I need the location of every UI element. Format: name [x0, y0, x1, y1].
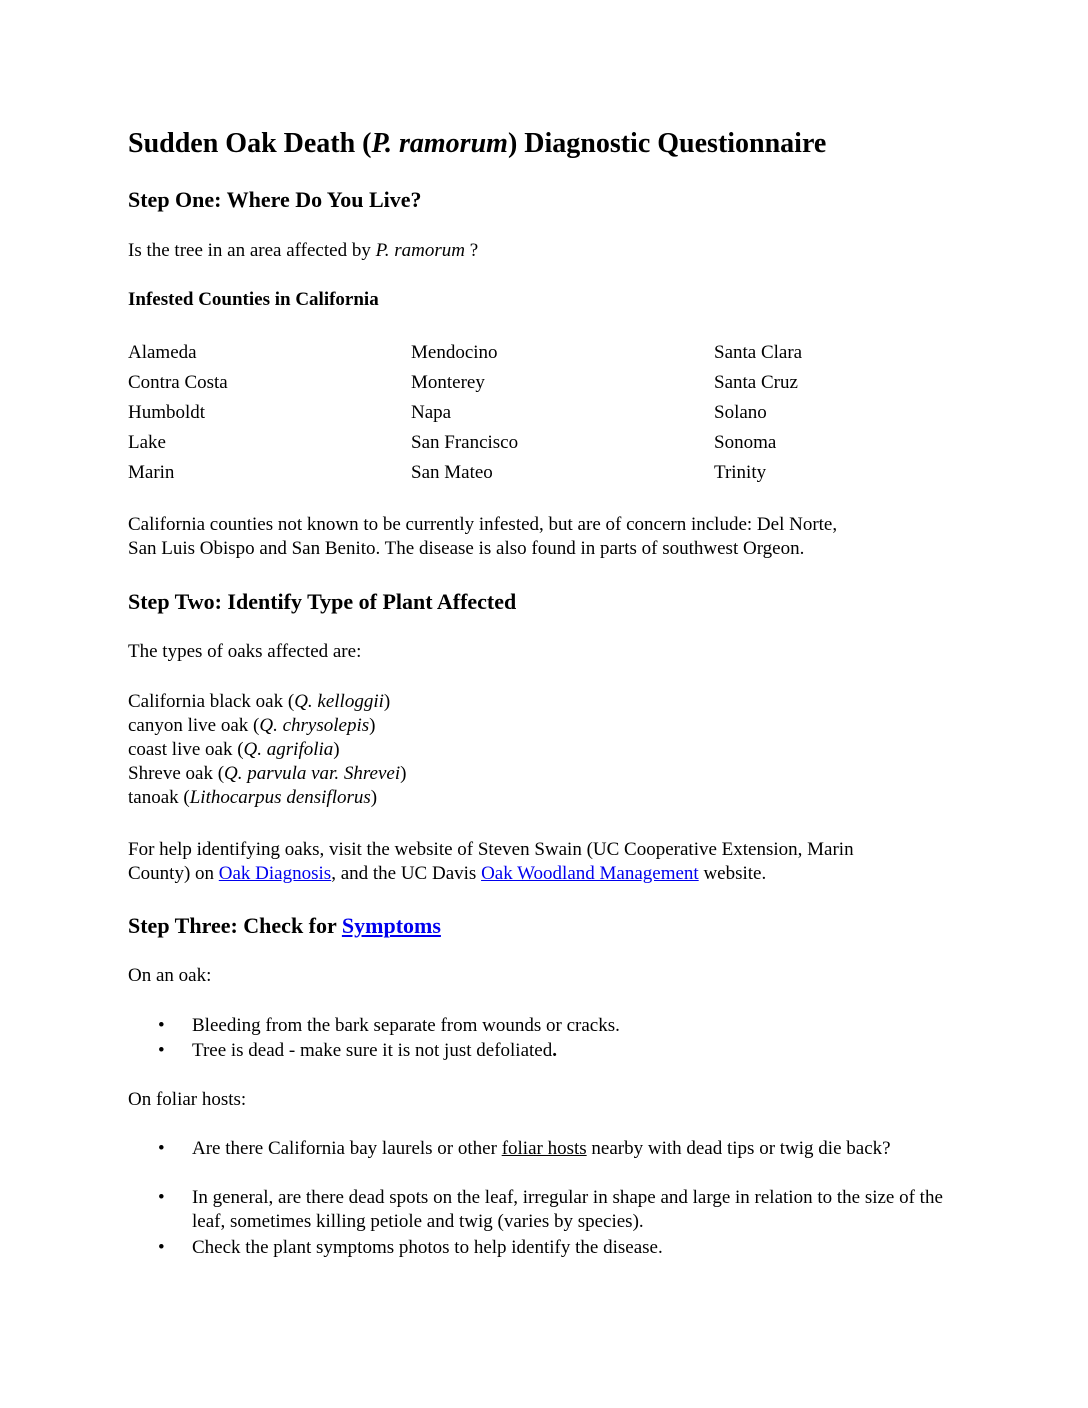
step-one-question	[128, 239, 478, 263]
counties-of-concern-paragraph	[128, 513, 837, 561]
bullet-icon: •	[158, 1138, 165, 1159]
symptoms-link[interactable]: Symptoms	[341, 913, 441, 938]
question-end: ?	[464, 240, 479, 261]
heading-text: Step Three: Check for	[128, 913, 342, 938]
paren: )	[370, 787, 378, 808]
text-span: website.	[698, 863, 767, 884]
oak-common-name: California black oak (	[128, 691, 295, 712]
counties-column-1	[128, 341, 228, 491]
question-italic: P. ramorum	[375, 240, 465, 261]
list-item: Bleeding from the bark separate from wounds or cracks.	[192, 1015, 620, 1036]
paren: )	[333, 739, 340, 760]
text-span: Are there California bay laurels or other	[192, 1138, 502, 1159]
oak-help-paragraph	[128, 838, 854, 886]
oak-scientific-name: Q. agrifolia	[243, 739, 334, 760]
county-name: Napa	[411, 402, 452, 423]
county-name: Alameda	[128, 342, 197, 363]
county-name: Mendocino	[411, 342, 498, 363]
title-italic: P. ramorum	[371, 128, 508, 159]
oaks-intro: The types of oaks affected are:	[128, 641, 362, 662]
bullet-icon: •	[158, 1237, 165, 1258]
title-text-end: ) Diagnostic Questionnaire	[507, 128, 827, 159]
list-item: In general, are there dead spots on the leaf, irregular in shape and large in relation to the size of the leaf, sometimes killing petiole and twig (varies by species).	[192, 1187, 943, 1232]
paren: )	[383, 691, 391, 712]
paragraph-line: For help identifying oaks, visit the website of Steven Swain (UC Cooperative Extension, Marin	[128, 839, 854, 860]
county-name: San Mateo	[411, 462, 493, 483]
bullet-icon: •	[158, 1040, 165, 1061]
county-name: Santa Clara	[714, 342, 803, 363]
county-name: Santa Cruz	[714, 372, 798, 393]
paren: )	[400, 763, 407, 784]
oak-scientific-name: Lithocarpus densiflorus	[189, 787, 371, 808]
oak-species-item	[128, 714, 406, 738]
paragraph-line: San Luis Obispo and San Benito. The disease is also found in parts of southwest Orgeon.	[128, 538, 805, 559]
text-span: , and the UC Davis	[331, 863, 482, 884]
text-span: County) on	[128, 863, 219, 884]
county-name: Humboldt	[128, 402, 206, 423]
text-span: .	[552, 1040, 557, 1061]
oak-scientific-name: Q. chrysolepis	[259, 715, 370, 736]
on-oak-label: On an oak:	[128, 965, 212, 986]
county-name: Sonoma	[714, 432, 777, 453]
county-name: San Francisco	[411, 432, 519, 453]
paren: )	[369, 715, 376, 736]
oak-species-item	[128, 786, 406, 810]
on-foliar-hosts-label: On foliar hosts:	[128, 1089, 247, 1110]
county-name: Trinity	[714, 462, 767, 483]
infested-counties-subheading: Infested Counties in California	[128, 289, 379, 310]
county-name: Marin	[128, 462, 175, 483]
oak-species-list	[128, 690, 406, 810]
oak-scientific-name: Q. kelloggii	[294, 691, 384, 712]
question-text: Is the tree in an area affected by	[128, 240, 376, 261]
text-span: Tree is dead - make sure it is not just defoliated	[192, 1040, 553, 1061]
counties-column-3	[714, 341, 802, 491]
oak-common-name: tanoak (	[128, 787, 190, 808]
oak-diagnosis-link[interactable]: Oak Diagnosis	[218, 863, 332, 884]
county-name: Solano	[714, 402, 767, 423]
oak-woodland-management-link[interactable]: Oak Woodland Management	[481, 863, 699, 884]
bullet-icon: •	[158, 1015, 165, 1036]
oak-species-item	[128, 690, 406, 714]
counties-column-2	[411, 341, 518, 491]
county-name: Monterey	[411, 372, 485, 393]
oak-species-item	[128, 762, 406, 786]
county-name: Contra Costa	[128, 372, 228, 393]
county-name: Lake	[128, 432, 166, 453]
step-two-heading: Step Two: Identify Type of Plant Affected	[128, 589, 517, 614]
list-item: Check the plant symptoms photos to help identify the disease.	[192, 1237, 663, 1258]
text-span: nearby with dead tips or twig die back?	[586, 1138, 891, 1159]
step-three-heading	[128, 913, 441, 939]
oak-common-name: coast live oak (	[128, 739, 244, 760]
bullet-icon: •	[158, 1187, 165, 1208]
list-item	[192, 1039, 962, 1063]
title-text: Sudden Oak Death (	[128, 128, 372, 159]
list-item	[192, 1137, 962, 1161]
page-title	[128, 128, 826, 160]
oak-scientific-name: Q. parvula var. Shrevei	[224, 763, 401, 784]
oak-species-item	[128, 738, 406, 762]
paragraph-line: California counties not known to be currently infested, but are of concern include: Del Norte,	[128, 514, 838, 535]
oak-common-name: Shreve oak (	[128, 763, 225, 784]
step-one-heading: Step One: Where Do You Live?	[128, 187, 422, 212]
foliar-hosts-link[interactable]: foliar hosts	[501, 1138, 587, 1159]
paragraph-line	[128, 862, 854, 886]
oak-common-name: canyon live oak (	[128, 715, 260, 736]
